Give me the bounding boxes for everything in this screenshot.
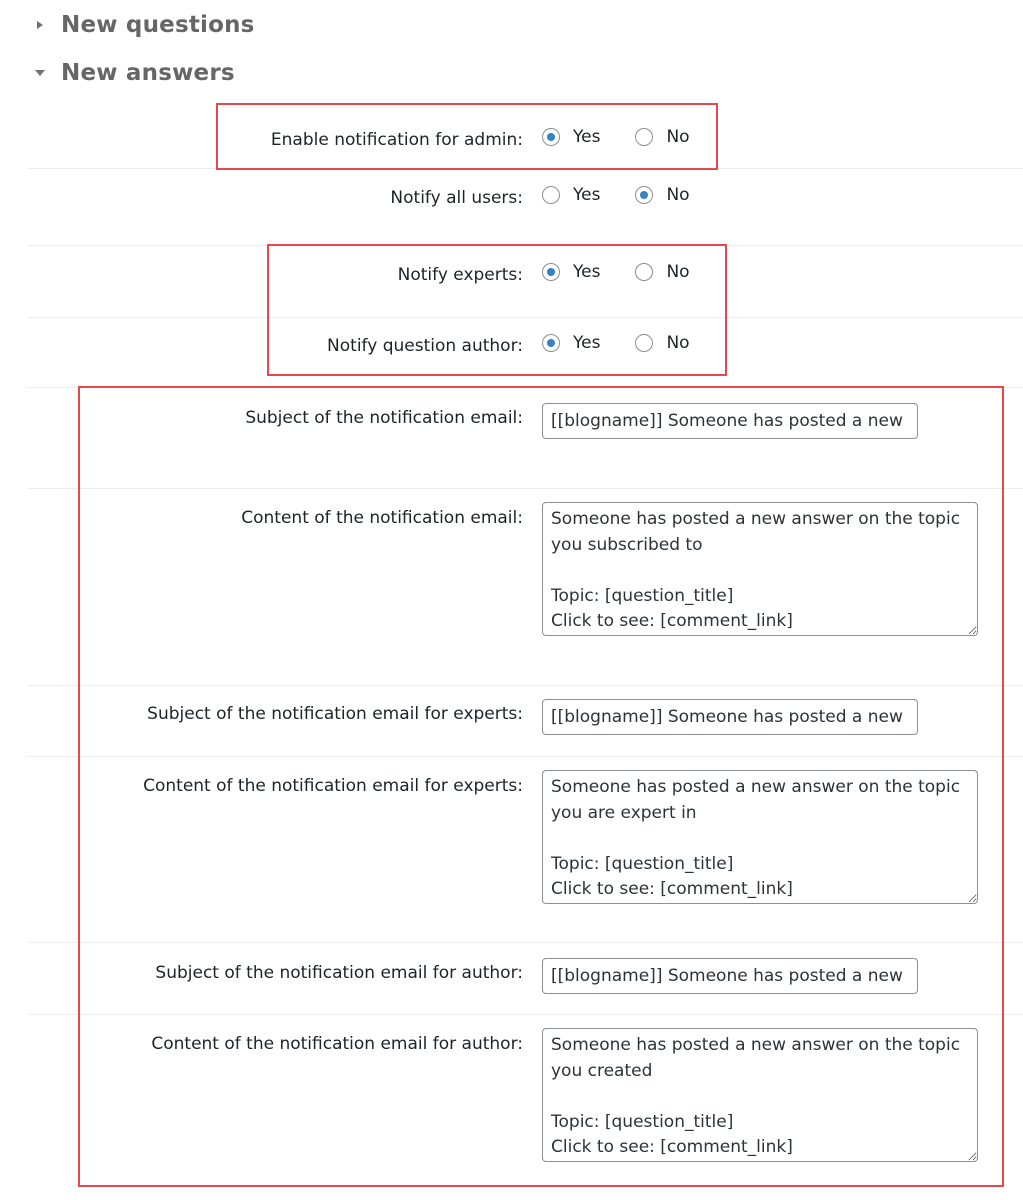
row-divider <box>28 756 1023 757</box>
content-experts-label: Content of the notification email for experts: <box>143 776 523 796</box>
row-divider <box>28 317 1023 318</box>
enable-admin-yes-option[interactable] <box>542 127 600 147</box>
notify-all-no-radio[interactable] <box>635 186 653 204</box>
section-new-answers[interactable] <box>35 60 235 86</box>
subject-experts-input[interactable] <box>542 699 918 735</box>
section-new-questions[interactable] <box>35 12 255 38</box>
content-textarea[interactable] <box>542 502 978 636</box>
content-label: Content of the notification email: <box>241 508 523 528</box>
radio-label: No <box>666 127 690 147</box>
notify-author-radio-group <box>542 333 690 353</box>
notify-experts-yes-radio[interactable] <box>542 263 560 281</box>
notify-experts-yes-option[interactable] <box>542 262 600 282</box>
radio-label: No <box>666 333 690 353</box>
radio-label: No <box>666 185 690 205</box>
notify-experts-no-radio[interactable] <box>635 263 653 281</box>
notify-all-yes-radio[interactable] <box>542 186 560 204</box>
section-title: New questions <box>61 12 255 38</box>
notify-all-yes-option[interactable] <box>542 185 600 205</box>
radio-label: No <box>666 262 690 282</box>
notify-author-yes-radio[interactable] <box>542 334 560 352</box>
subject-author-label: Subject of the notification email for author: <box>155 963 523 983</box>
content-author-textarea[interactable] <box>542 1028 978 1162</box>
row-divider <box>28 387 1023 388</box>
notify-author-label: Notify question author: <box>327 336 523 356</box>
notify-all-label: Notify all users: <box>390 188 523 208</box>
notify-all-no-option[interactable] <box>635 185 689 205</box>
row-divider <box>28 168 1023 169</box>
radio-label: Yes <box>573 127 601 147</box>
caret-right-icon <box>35 21 51 29</box>
notify-author-yes-option[interactable] <box>542 333 600 353</box>
enable-admin-no-radio[interactable] <box>635 128 653 146</box>
notify-author-no-radio[interactable] <box>635 334 653 352</box>
subject-author-input[interactable] <box>542 958 918 994</box>
subject-input[interactable] <box>542 403 918 439</box>
section-title: New answers <box>61 60 235 86</box>
enable-admin-label: Enable notification for admin: <box>270 130 523 150</box>
row-divider <box>28 685 1023 686</box>
notify-experts-no-option[interactable] <box>635 262 689 282</box>
row-divider <box>28 942 1023 943</box>
radio-label: Yes <box>573 185 601 205</box>
notify-experts-label: Notify experts: <box>397 265 523 285</box>
radio-label: Yes <box>573 333 601 353</box>
enable-admin-radio-group <box>542 127 690 147</box>
subject-experts-label: Subject of the notification email for experts: <box>147 704 523 724</box>
notify-experts-radio-group <box>542 262 690 282</box>
row-divider <box>28 245 1023 246</box>
content-experts-textarea[interactable] <box>542 770 978 904</box>
notify-author-no-option[interactable] <box>635 333 689 353</box>
enable-admin-no-option[interactable] <box>635 127 689 147</box>
enable-admin-yes-radio[interactable] <box>542 128 560 146</box>
row-divider <box>28 1014 1023 1015</box>
notify-all-radio-group <box>542 185 690 205</box>
row-divider <box>28 488 1023 489</box>
caret-down-icon <box>35 70 51 76</box>
radio-label: Yes <box>573 262 601 282</box>
content-author-label: Content of the notification email for author: <box>151 1034 523 1054</box>
subject-label: Subject of the notification email: <box>245 408 523 428</box>
